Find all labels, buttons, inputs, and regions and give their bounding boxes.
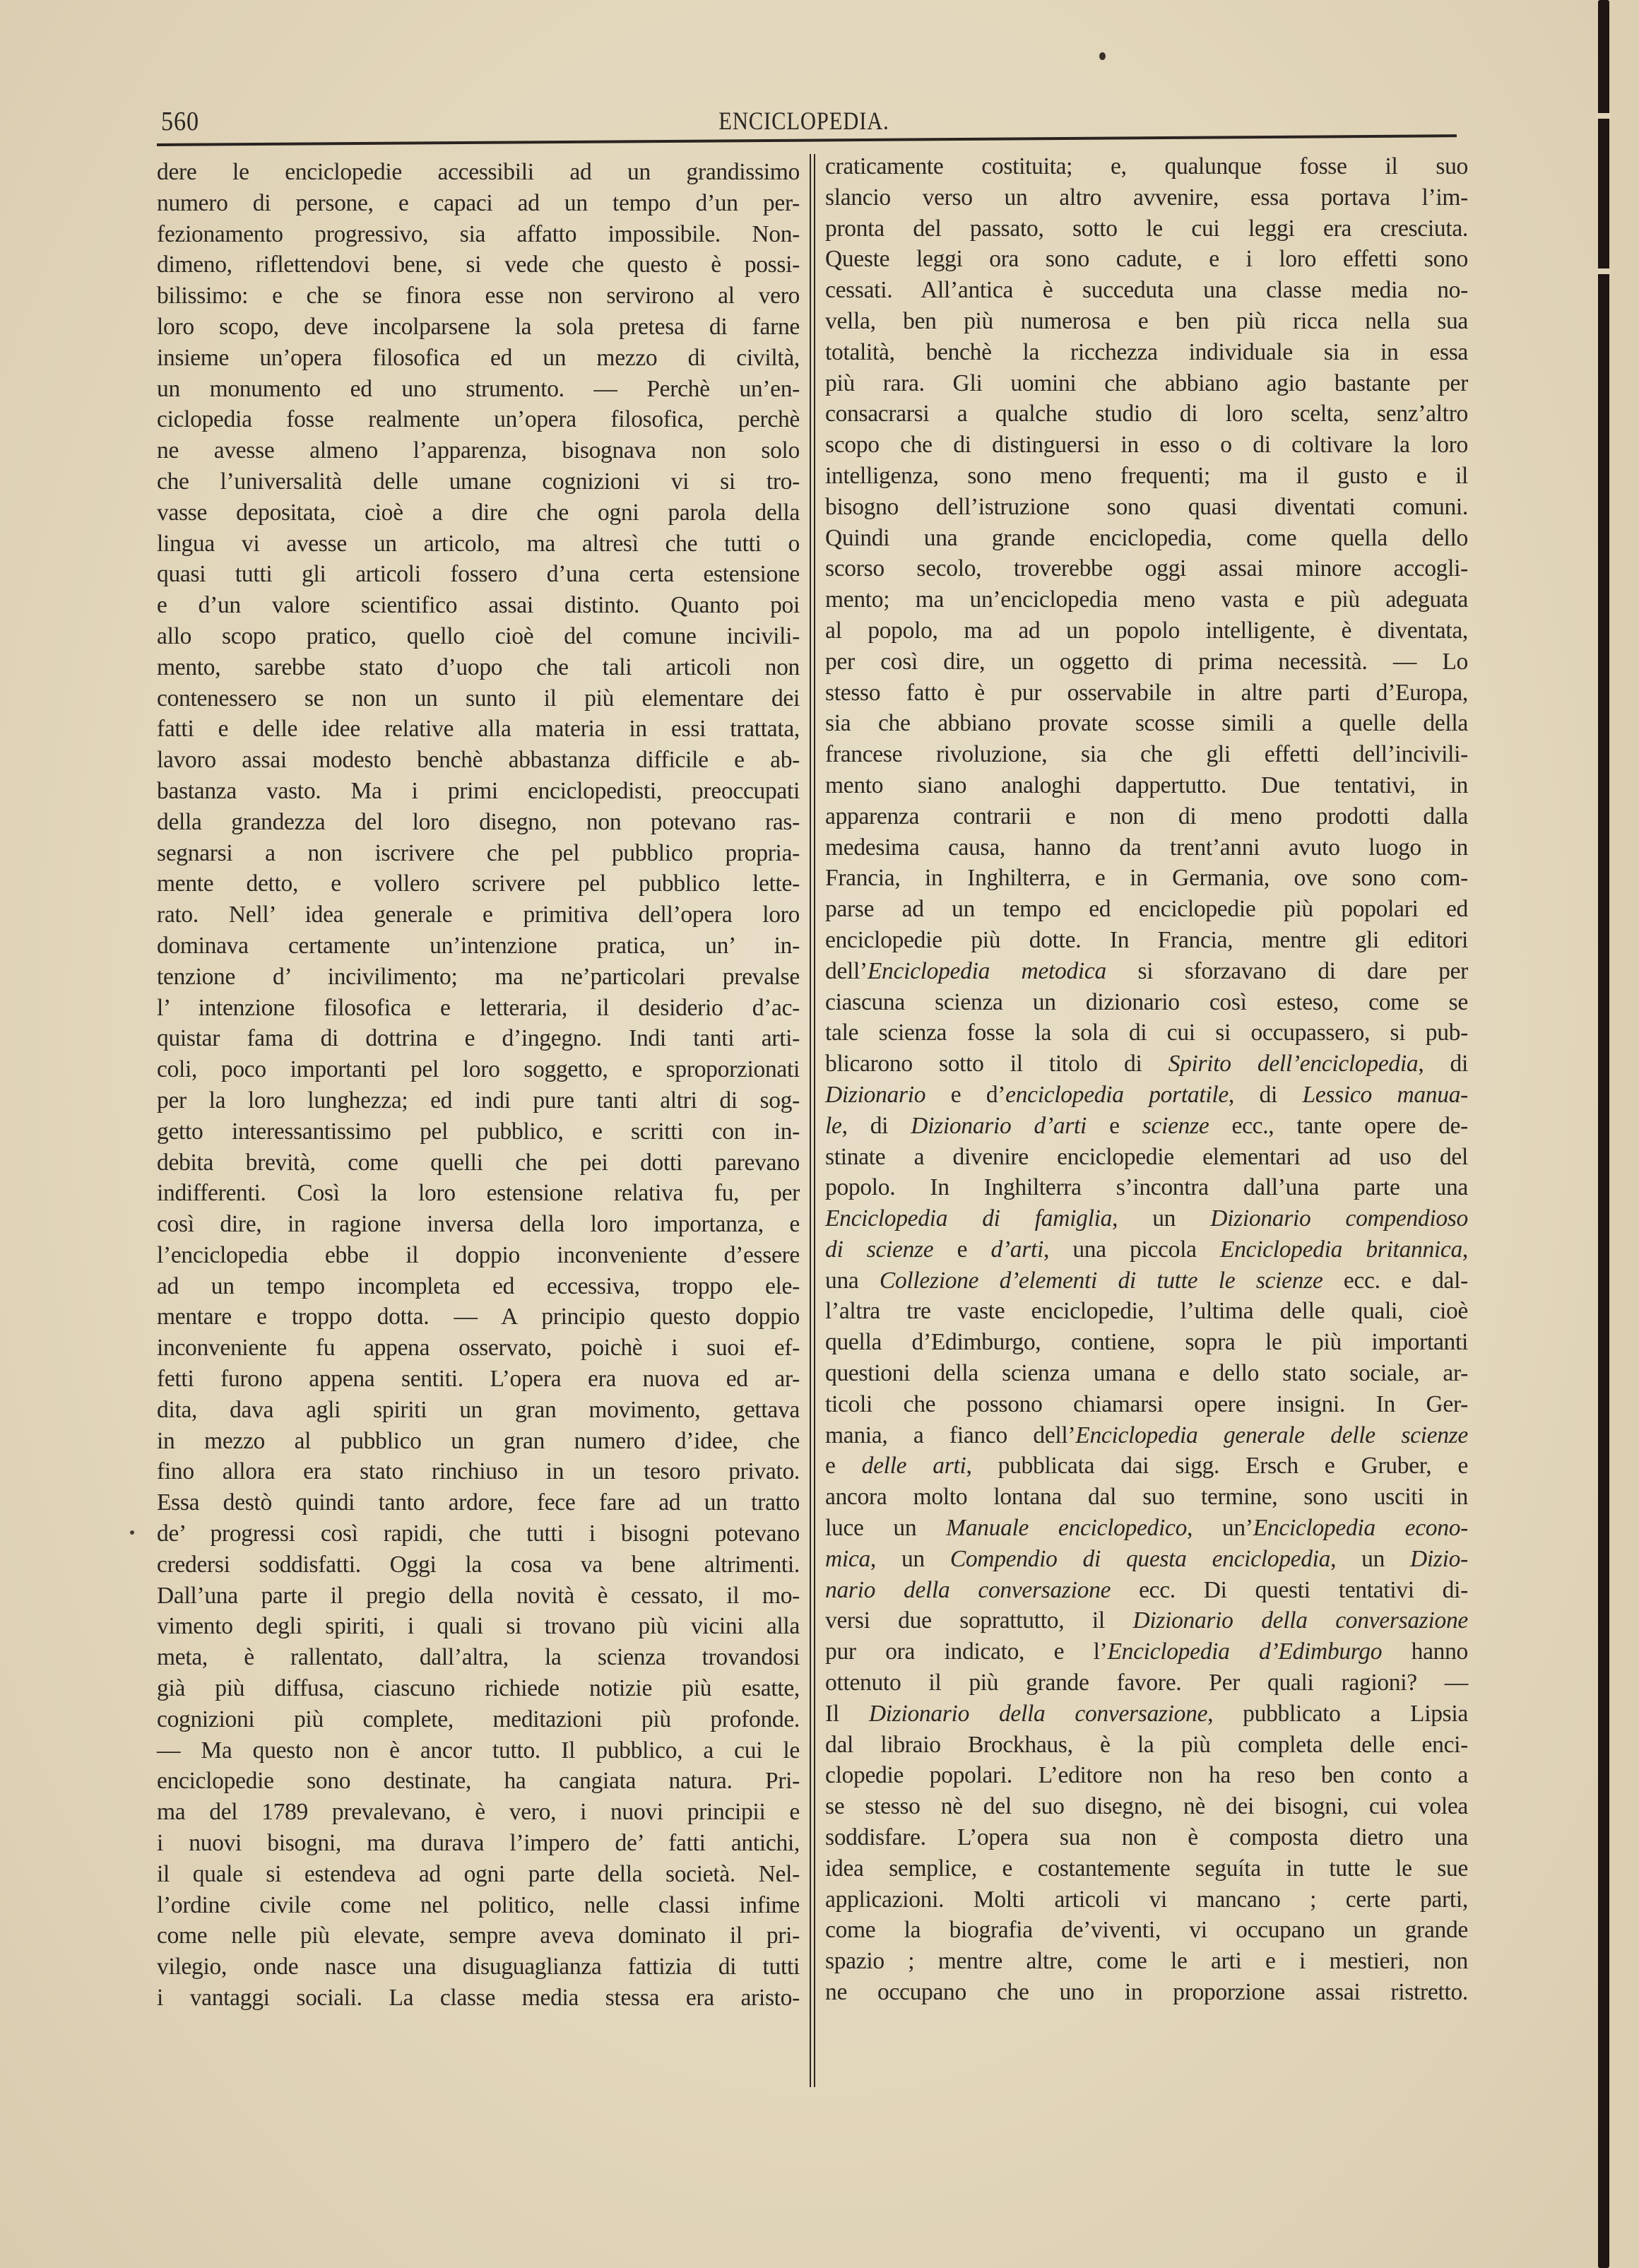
text-line — [825, 553, 1468, 584]
text-run: apparenza contrarii e non di meno prodotti dalla — [825, 803, 1468, 829]
text-line — [825, 1730, 1468, 1761]
italic-title-run: Enciclopedia econo- — [1253, 1515, 1469, 1542]
italic-title-run: Lessico manua- — [1302, 1081, 1468, 1108]
text-run: , un — [870, 1545, 950, 1572]
text-line — [825, 244, 1468, 275]
text-run: francese rivoluzione, sia che gli effetti dell’incivili- — [825, 741, 1468, 768]
text-run: stesso fatto è pur osservabile in altre parti d’Europa, — [825, 679, 1468, 706]
text-line: credersi soddisfatti. Oggi la cosa va bene altrimenti. — [157, 1551, 800, 1578]
text-line: dere le enciclopedie accessibili ad un grandissimo — [157, 159, 800, 185]
text-line — [825, 523, 1468, 554]
italic-title-run: Collezione d’elementi di tutte le scienze — [879, 1267, 1323, 1294]
italic-title-run: Dizionario — [825, 1081, 926, 1108]
text-run: scorso secolo, troverebbe oggi assai minore accogli- — [825, 555, 1468, 582]
text-line — [825, 1265, 1468, 1297]
text-run: e — [825, 1453, 862, 1479]
text-line: dimeno, riflettendovi bene, si vede che questo è possi- — [157, 252, 800, 278]
text-run: ottenuto il più grande favore. Per quali ragioni? — — [825, 1670, 1468, 1696]
text-run: come la biografia de’viventi, vi occupano un grande — [825, 1917, 1468, 1944]
text-line — [825, 1049, 1468, 1080]
text-line: dominava certamente un’intenzione pratica, un’ in- — [157, 932, 800, 959]
text-run: mania, a fianco dell’ — [825, 1422, 1076, 1448]
ink-spot — [1099, 52, 1106, 60]
italic-title-run: mica — [825, 1545, 870, 1572]
text-line: ne avesse almeno l’apparenza, bisognava non solo — [157, 437, 800, 464]
text-line: ma del 1789 prevalevano, è vero, i nuovi principii e — [157, 1799, 800, 1826]
text-line: fezionamento progressivo, sia affatto impossibile. Non- — [157, 220, 800, 247]
text-run: si sforzavano di dare per — [1106, 957, 1468, 984]
text-line — [825, 1389, 1468, 1420]
text-line: vasse depositata, cioè a dire che ogni parola della — [157, 499, 800, 526]
text-run: ecc. e dal- — [1323, 1267, 1468, 1294]
text-line — [825, 1234, 1468, 1265]
text-line — [825, 678, 1468, 709]
text-line: indifferenti. Così la loro estensione relativa fu, per — [157, 1180, 800, 1207]
text-line — [825, 151, 1468, 182]
text-line: dita, dava agli spiriti un gran movimento, gettava — [157, 1396, 800, 1423]
text-line: l’ intenzione filosofica e letteraria, il desiderio d’ac- — [157, 994, 800, 1021]
text-line — [825, 832, 1468, 863]
italic-title-run: Spirito dell’enciclopedia — [1168, 1051, 1419, 1077]
text-line: coli, poco importanti pel loro soggetto, e sproporzionati — [157, 1056, 800, 1083]
italic-title-run: enciclopedia portatile — [1005, 1081, 1229, 1108]
text-line: Dall’una parte il pregio della novità è cessato, il mo- — [157, 1582, 800, 1609]
text-line: già più diffusa, ciascuno richiede notizie più esatte, — [157, 1675, 800, 1702]
text-line: il quale si estendeva ad ogni parte della società. Nel- — [157, 1860, 800, 1887]
italic-title-run: delle arti — [861, 1453, 966, 1479]
text-run: e — [1087, 1112, 1142, 1139]
text-line: che l’universalità delle umane cognizioni vi si tro- — [157, 468, 800, 495]
text-line: per la loro lunghezza; ed indi pure tanti altri di sog- — [157, 1087, 800, 1114]
text-run: Queste leggi ora sono cadute, e i loro effetti sono — [825, 246, 1468, 273]
left-column — [157, 157, 800, 2014]
text-run: , un — [1330, 1545, 1411, 1572]
text-line — [825, 1358, 1468, 1389]
italic-title-run: Enciclopedia britannica — [1219, 1236, 1462, 1263]
text-run: quella d’Edimburgo, contiene, sopra le più importanti — [825, 1329, 1468, 1356]
text-line: vimento degli spiriti, i quali si trovano più vicini alla — [157, 1613, 800, 1640]
text-line: loro scopo, deve incolparsene la sola pretesa di farne — [157, 313, 800, 340]
text-run: enciclopedie più dotte. In Francia, mentre gli editori — [825, 926, 1468, 953]
text-line — [825, 1760, 1468, 1791]
text-line: tenzione d’ incivilimento; ma ne’particolari prevalse — [157, 963, 800, 990]
text-line: vilegio, onde nasce una disuguaglianza fattizia di tutti — [157, 1954, 800, 1980]
italic-title-run: d’arti — [990, 1236, 1043, 1263]
text-run: se stesso nè del suo disegno, nè dei bisogni, cui volea — [825, 1793, 1468, 1820]
text-run: scopo che di distinguersi in esso o di coltivare la loro — [825, 432, 1468, 459]
text-line — [825, 1605, 1468, 1636]
text-line — [825, 1513, 1468, 1544]
text-line — [825, 1884, 1468, 1915]
text-run: stinate a divenire enciclopedie elementari ad uso del — [825, 1143, 1468, 1170]
text-run: questioni della scienza umana e dello stato sociale, ar- — [825, 1360, 1468, 1387]
text-run: Il — [825, 1700, 869, 1727]
text-line: e d’un valore scientifico assai distinto. Quanto poi — [157, 592, 800, 619]
italic-title-run: di scienze — [825, 1236, 934, 1263]
text-run: popolo. In Inghilterra s’incontra dall’una parte una — [825, 1174, 1468, 1201]
text-line — [825, 1544, 1468, 1575]
text-run: mento; ma un’enciclopedia meno vasta e più adeguata — [825, 586, 1468, 613]
italic-title-run: Dizio- — [1410, 1545, 1468, 1572]
text-line — [825, 1482, 1468, 1513]
text-line — [825, 1977, 1468, 2008]
text-line — [825, 306, 1468, 337]
text-line — [825, 368, 1468, 399]
text-run: pur ora indicato, e l’ — [825, 1638, 1108, 1665]
text-run: hanno — [1382, 1638, 1468, 1665]
text-line — [825, 801, 1468, 832]
text-line: bastanza vasto. Ma i primi enciclopedisti, preoccupati — [157, 777, 800, 804]
text-line: bilissimo: e che se finora esse non servirono al vero — [157, 283, 800, 309]
text-line — [825, 1142, 1468, 1173]
text-line — [825, 646, 1468, 678]
text-run: ecc. Di questi tentativi di- — [1111, 1576, 1468, 1603]
text-line — [825, 337, 1468, 368]
text-line — [825, 1946, 1468, 1977]
text-run: soddisfare. L’opera sua non è composta dietro una — [825, 1824, 1468, 1851]
text-line — [825, 182, 1468, 213]
text-line — [825, 492, 1468, 523]
text-line — [825, 1667, 1468, 1699]
text-line — [825, 739, 1468, 770]
italic-title-run: Dizionario compendioso — [1210, 1205, 1468, 1232]
text-run: più rara. Gli uomini che abbiano agio bastante per — [825, 370, 1468, 396]
text-run: blicarono sotto il titolo di — [825, 1051, 1168, 1077]
text-line — [825, 1575, 1468, 1606]
text-run: parse ad un tempo ed enciclopedie più popolari ed — [825, 896, 1468, 923]
text-line — [825, 1420, 1468, 1451]
italic-title-run: Enciclopedia di famiglia — [825, 1205, 1113, 1232]
text-line — [825, 1111, 1468, 1142]
text-run: intelligenza, sono meno frequenti; ma il gusto e il — [825, 462, 1468, 489]
text-line: mentare e troppo dotta. — A principio questo doppio — [157, 1304, 800, 1330]
text-line: mente detto, e vollero scrivere pel pubblico lette- — [157, 870, 800, 897]
text-line: inconveniente fu appena osservato, poichè i suoi ef- — [157, 1335, 800, 1362]
text-line: come nelle più elevate, sempre aveva dominato il pri- — [157, 1923, 800, 1949]
text-run: sia che abbiano provate scosse simili a quelle della — [825, 710, 1468, 737]
text-run: Quindi una grande enciclopedia, come quella dello — [825, 524, 1468, 551]
italic-title-run: Dizionario della conversazione — [1132, 1607, 1468, 1634]
italic-title-run: Dizionario d’arti — [911, 1112, 1087, 1139]
text-line: debita brevità, come quelli che pei dotti parevano — [157, 1149, 800, 1176]
text-line — [825, 615, 1468, 646]
text-line: Essa destò quindi tanto ardore, fece fare ad un tratto — [157, 1489, 800, 1516]
text-run: , una piccola — [1043, 1236, 1220, 1263]
text-run: medesima causa, hanno da trent’anni avuto luogo in — [825, 834, 1468, 861]
text-run: cessati. All’antica è succeduta una classe media no- — [825, 277, 1468, 304]
text-line — [825, 1172, 1468, 1203]
text-line: numero di persone, e capaci ad un tempo d’un per- — [157, 189, 800, 216]
text-line: lavoro assai modesto benchè abbastanza difficile e ab- — [157, 747, 800, 774]
text-run: versi due soprattutto, il — [825, 1607, 1133, 1634]
text-line — [825, 1080, 1468, 1111]
text-run: ciascuna scienza un dizionario così esteso, come se — [825, 988, 1468, 1015]
text-line: ciclopedia fosse realmente un’opera filosofica, perchè — [157, 406, 800, 433]
text-run: , di — [1418, 1051, 1468, 1077]
text-line — [825, 461, 1468, 492]
text-line — [825, 1451, 1468, 1482]
text-run: , pubblicata dai sigg. Ersch e Gruber, e — [966, 1453, 1468, 1479]
italic-title-run: le — [825, 1112, 842, 1139]
text-run: totalità, benchè la ricchezza individuale sia in essa — [825, 338, 1468, 365]
text-run: craticamente costituita; e, qualunque fosse il suo — [825, 153, 1468, 179]
text-line: un monumento ed uno strumento. — Perchè un’en- — [157, 375, 800, 402]
text-line — [825, 213, 1468, 244]
text-line — [825, 1636, 1468, 1667]
text-line: rato. Nell’ idea generale e primitiva dell’opera loro — [157, 902, 800, 928]
text-line: l’enciclopedia ebbe il doppio inconveniente d’essere — [157, 1241, 800, 1268]
text-line — [825, 925, 1468, 956]
text-line: i nuovi bisogni, ma durava l’impero de’ fatti antichi, — [157, 1830, 800, 1857]
ink-spot — [130, 1530, 134, 1535]
text-line — [825, 1822, 1468, 1853]
italic-title-run: Enciclopedia generale delle scienze — [1075, 1422, 1468, 1448]
text-line — [825, 1791, 1468, 1822]
text-run: tale scienza fosse la sola di cui si occupassero, si pub- — [825, 1020, 1468, 1046]
text-line: allo scopo pratico, quello cioè del comune incivili- — [157, 622, 800, 649]
text-line: quistar fama di dottrina e d’ingegno. Indi tanti arti- — [157, 1025, 800, 1052]
text-line: così dire, in ragione inversa della loro importanza, e — [157, 1211, 800, 1238]
text-line — [825, 956, 1468, 987]
text-run: applicazioni. Molti articoli vi mancano ; certe parti, — [825, 1886, 1468, 1913]
text-line: quasi tutti gli articoli fossero d’una certa estensione — [157, 561, 800, 588]
text-line — [825, 275, 1468, 306]
text-run: Francia, in Inghilterra, e in Germania, ove sono com- — [825, 865, 1468, 892]
text-line: fetti furono appena sentiti. L’opera era nuova ed ar- — [157, 1366, 800, 1393]
text-run: mento siano analoghi dappertutto. Due tentativi, in — [825, 772, 1468, 798]
text-run: , un’ — [1187, 1515, 1253, 1542]
text-run: ne occupano che uno in proporzione assai ristretto. — [825, 1979, 1468, 2006]
text-line: segnarsi a non iscrivere che pel pubblico propria- — [157, 839, 800, 866]
text-line — [825, 863, 1468, 894]
text-line — [825, 894, 1468, 925]
text-line — [825, 1017, 1468, 1049]
text-run: consacrarsi a qualche studio di loro scelta, senz’altro — [825, 401, 1468, 427]
text-run: spazio ; mentre altre, come le arti e i mestieri, non — [825, 1948, 1468, 1975]
text-line: i vantaggi sociali. La classe media stessa era aristo- — [157, 1985, 800, 2012]
text-line: ad un tempo incompleta ed eccessiva, troppo ele- — [157, 1272, 800, 1299]
text-run: ancora molto lontana dal suo termine, sono usciti in — [825, 1484, 1468, 1511]
text-line: contenessero se non un sunto il più elementare dei — [157, 685, 800, 711]
text-line: fino allora era stato rinchiuso in un tesoro privato. — [157, 1458, 800, 1485]
text-run: bisogno dell’istruzione sono quasi diventati comuni. — [825, 493, 1468, 520]
text-line: insieme un’opera filosofica ed un mezzo di civiltà, — [157, 344, 800, 371]
text-line — [825, 1915, 1468, 1946]
text-run: dal libraio Brockhaus, è la più completa delle enci- — [825, 1731, 1468, 1758]
right-column — [825, 151, 1468, 2008]
text-run: l’altra tre vaste enciclopedie, l’ultima delle quali, cioè — [825, 1298, 1468, 1325]
page-number: 560 — [161, 107, 199, 136]
text-line — [825, 770, 1468, 801]
text-line: — Ma questo non è ancor tutto. Il pubblico, a cui le — [157, 1737, 800, 1764]
text-line — [825, 987, 1468, 1018]
text-line: fatti e delle idee relative alla materia in essi trattata, — [157, 716, 800, 743]
text-line — [825, 430, 1468, 461]
text-line: della grandezza del loro disegno, non potevano ras- — [157, 808, 800, 835]
text-run: pronta del passato, sotto le cui leggi era cresciuta. — [825, 215, 1468, 242]
text-run: al popolo, ma ad un popolo intelligente, è diventata, — [825, 617, 1468, 644]
italic-title-run: scienze — [1142, 1112, 1209, 1139]
binding-edge — [1598, 0, 1609, 2268]
text-line: de’ progressi così rapidi, che tutti i bisogni potevano — [157, 1520, 800, 1547]
text-line — [825, 1327, 1468, 1358]
italic-title-run: Manuale enciclopedico — [946, 1515, 1188, 1542]
text-line — [825, 1699, 1468, 1730]
page-margin-strip — [1609, 0, 1639, 2268]
text-run: clopedie popolari. L’editore non ha reso ben conto a — [825, 1762, 1468, 1789]
text-line — [825, 584, 1468, 615]
text-run: dell’ — [825, 957, 868, 984]
text-line — [825, 398, 1468, 430]
text-line: l’ordine civile come nel politico, nelle classi infime — [157, 1891, 800, 1918]
italic-title-run: Dizionario della conversazione — [868, 1700, 1208, 1727]
running-title: ENCICLOPEDIA. — [718, 107, 889, 135]
text-line — [825, 1296, 1468, 1327]
text-run: idea semplice, e costantemente seguíta in tutte le sue — [825, 1855, 1468, 1882]
text-run: , di — [841, 1112, 911, 1139]
italic-title-run: nario della conversazione — [825, 1576, 1111, 1603]
italic-title-run: Compendio di questa enciclopedia — [949, 1545, 1331, 1572]
text-line: cognizioni più complete, meditazioni più profonde. — [157, 1706, 800, 1732]
text-run: vella, ben più numerosa e ben più ricca nella sua — [825, 307, 1468, 334]
italic-title-run: Enciclopedia metodica — [867, 957, 1106, 984]
text-run: per così dire, un oggetto di prima necessità. — Lo — [825, 648, 1468, 675]
text-run: , — [1462, 1236, 1468, 1263]
text-run: e d’ — [925, 1081, 1006, 1108]
text-run: , pubblicato a Lipsia — [1207, 1700, 1468, 1727]
text-run: , di — [1228, 1081, 1303, 1108]
text-run: , un — [1112, 1205, 1211, 1232]
page-header — [161, 99, 1447, 141]
text-line — [825, 708, 1468, 739]
italic-title-run: Enciclopedia d’Edimburgo — [1107, 1638, 1383, 1665]
text-run: e — [933, 1236, 991, 1263]
text-line: enciclopedie sono destinate, ha cangiata natura. Pri- — [157, 1768, 800, 1795]
text-run: ecc., tante opere de- — [1209, 1112, 1468, 1139]
text-line: in mezzo al pubblico un gran numero d’idee, che — [157, 1427, 800, 1454]
text-line — [825, 1853, 1468, 1884]
text-run: slancio verso un altro avvenire, essa portava l’im- — [825, 184, 1468, 211]
text-run: ticoli che possono chiamarsi opere insigni. In Ger- — [825, 1390, 1468, 1417]
text-line: getto interessantissimo pel pubblico, e scritti con in- — [157, 1118, 800, 1145]
text-run: luce un — [825, 1515, 947, 1542]
text-line — [825, 1203, 1468, 1234]
text-run: una — [825, 1267, 880, 1294]
column-divider — [810, 154, 815, 2087]
text-line: meta, è rallentato, dall’altra, la scienza trovandosi — [157, 1644, 800, 1671]
text-line: mento, sarebbe stato d’uopo che tali articoli non — [157, 654, 800, 680]
text-line: lingua vi avesse un articolo, ma altresì che tutti o — [157, 530, 800, 557]
